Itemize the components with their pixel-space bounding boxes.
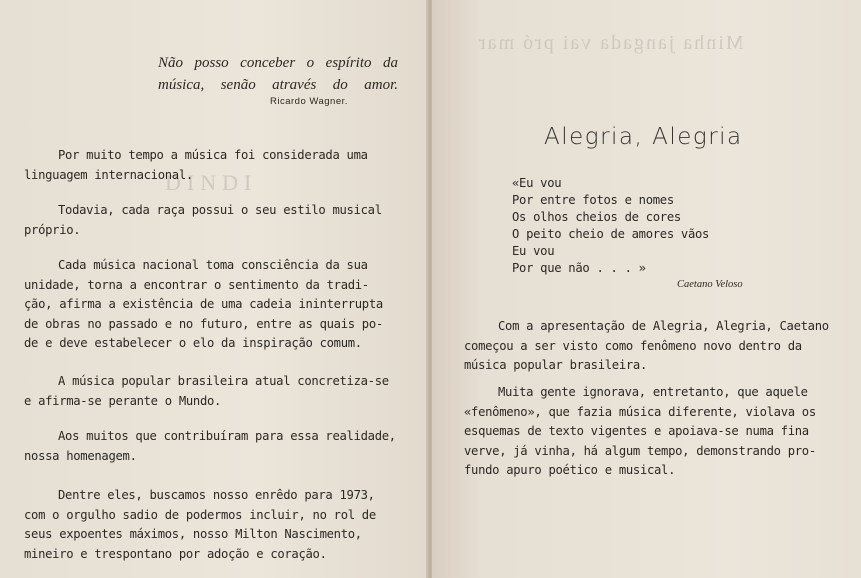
text-line: Com a apresentação de Alegria, Alegria, Caetano bbox=[498, 319, 829, 333]
text-line: Aos muitos que contribuíram para essa realidade, bbox=[58, 429, 396, 443]
text-line: mineiro e trespontano por adoção e coração. bbox=[24, 546, 327, 561]
text-line: Por muito tempo a música foi considerada uma bbox=[58, 148, 368, 162]
text-line: A música popular brasileira atual concretiza-se bbox=[58, 374, 389, 388]
paragraph bbox=[24, 146, 396, 185]
text-line: Muita gente ignorava, entretanto, que aquele bbox=[498, 385, 808, 399]
text-line: unidade, torna a encontrar o sentimento da tradi- bbox=[24, 277, 369, 292]
page-title: Alegria, Alegria bbox=[544, 124, 743, 150]
text-line: de e deve estabelecer o elo da inspiração comum. bbox=[24, 336, 362, 350]
text-line: de obras no passado e no futuro, entre as quais po- bbox=[24, 316, 383, 331]
paragraph bbox=[464, 383, 844, 481]
text-line: Todavia, cada raça possui o seu estilo musical bbox=[58, 203, 382, 217]
poem-line: Por entre fotos e nomes bbox=[512, 193, 674, 207]
text-line: ção, afirma a existência de uma cadeia ininterrupta bbox=[24, 297, 383, 311]
poem-line: O peito cheio de amores vãos bbox=[512, 227, 710, 241]
show-through: DINDI bbox=[165, 170, 258, 195]
epigraph-line: música, senão através do amor. bbox=[158, 77, 398, 93]
text-line: música popular brasileira. bbox=[464, 358, 647, 372]
show-through: Minha jangada vai pró mar bbox=[477, 32, 744, 54]
poem-line: «Eu vou bbox=[512, 176, 562, 190]
poem-line: Eu vou bbox=[512, 244, 555, 258]
paragraph bbox=[24, 201, 396, 240]
poem-line: Os olhos cheios de cores bbox=[512, 210, 681, 224]
paragraph bbox=[464, 317, 844, 376]
text-line: linguagem internacional. bbox=[24, 167, 193, 182]
text-line: nossa homenagem. bbox=[24, 448, 137, 463]
paragraph bbox=[24, 486, 396, 564]
text-line: fundo apuro poético e musical. bbox=[464, 463, 676, 477]
text-line: seus expoentes máximos, nosso Milton Nascimento, bbox=[24, 527, 362, 541]
epigraph bbox=[158, 52, 398, 96]
text-line: esquemas de texto vigentes e apoiava-se numa fina bbox=[464, 424, 809, 438]
text-line: começou a ser visto como fenômeno novo dentro da bbox=[464, 338, 802, 353]
text-line: com o orgulho sadio de podermos incluir, no rol de bbox=[24, 507, 376, 522]
paragraph bbox=[24, 427, 396, 466]
right-page bbox=[432, 0, 861, 578]
poem-author: Caetano Veloso bbox=[677, 279, 743, 290]
epigraph-line: Não posso conceber o espírito da bbox=[158, 55, 398, 71]
text-line: «fenômeno», que fazia música diferente, violava os bbox=[464, 404, 816, 419]
text-line: próprio. bbox=[24, 222, 81, 237]
text-line: Cada música nacional toma consciência da sua bbox=[58, 258, 368, 272]
poem bbox=[512, 175, 812, 277]
left-page bbox=[0, 0, 428, 578]
text-line: Dentre eles, buscamos nosso enrêdo para 1973, bbox=[58, 488, 375, 502]
poem-line: Por que não . . . » bbox=[512, 261, 646, 275]
text-line: verve, já vinha, há algum tempo, demonstrando pro- bbox=[464, 443, 816, 458]
text-line: e afirma-se perante o Mundo. bbox=[24, 393, 222, 408]
paragraph bbox=[24, 256, 396, 354]
epigraph-author: Ricardo Wagner. bbox=[270, 96, 348, 107]
paragraph bbox=[24, 372, 396, 411]
